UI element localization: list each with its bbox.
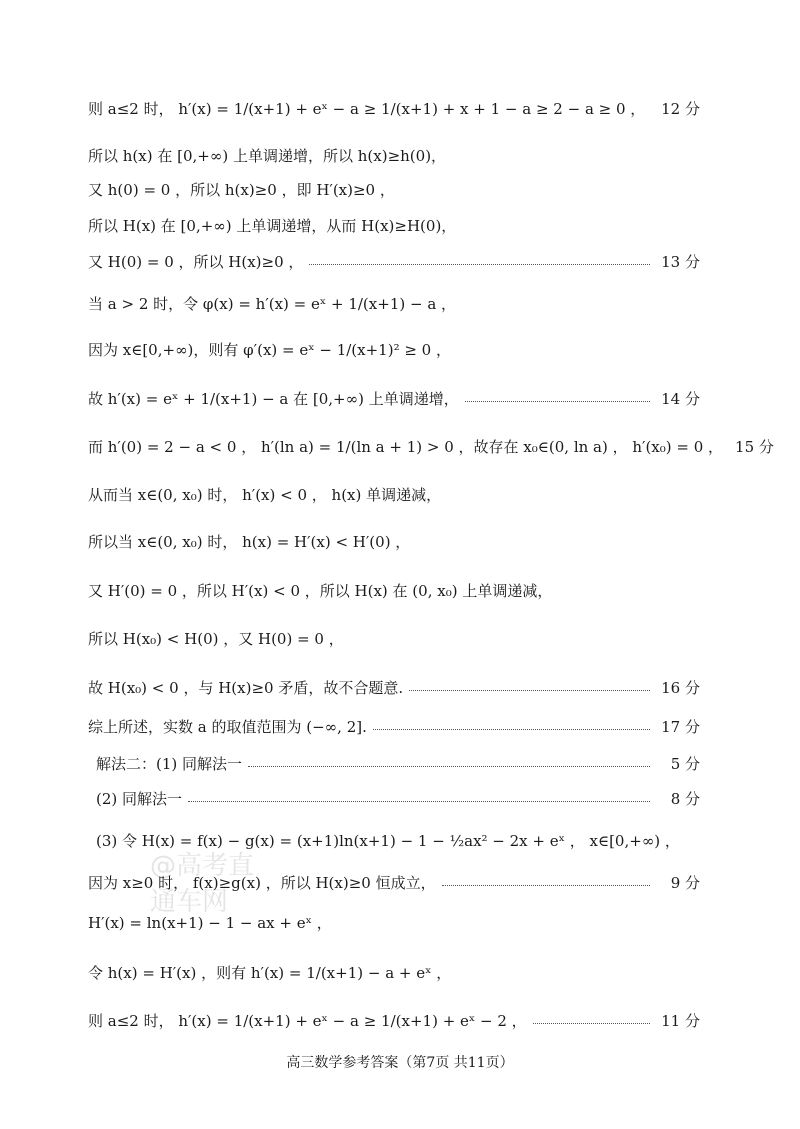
score-label: 12 分	[661, 100, 700, 118]
dot-leader	[248, 766, 650, 767]
line-text: 又 H′(0) = 0 ，所以 H′(x) < 0 ，所以 H(x) 在 (0, x₀) 上单调递减，	[88, 582, 553, 600]
solution-line-15	[88, 716, 700, 737]
solution-line-17	[96, 788, 700, 809]
line-text: 令 h(x) = H′(x) ，则有 h′(x) = 1/(x+1) − a + eˣ ，	[88, 964, 452, 982]
solution-line-22	[88, 1010, 700, 1031]
line-text: 所以当 x∈(0, x₀) 时， h(x) = H′(x) < H′(0) ，	[88, 533, 411, 551]
line-text: 解法二：(1) 同解法一	[96, 755, 243, 773]
watermark-line-2: 通车网	[150, 887, 229, 917]
line-text: 从而当 x∈(0, x₀) 时， h′(x) < 0 ， h(x) 单调递减，	[88, 486, 442, 504]
line-text: 当 a > 2 时，令 φ(x) = h′(x) = eˣ + 1/(x+1) − a ，	[88, 295, 457, 313]
line-text: 故 h′(x) = eˣ + 1/(x+1) − a 在 [0,+∞) 上单调递增，	[88, 390, 459, 408]
line-text: 故 H(x₀) < 0 ，与 H(x)≥0 矛盾，故不合题意.	[88, 679, 404, 697]
line-text: 因为 x∈[0,+∞)，则有 φ′(x) = eˣ − 1/(x+1)² ≥ 0 ，	[88, 341, 451, 359]
score-label: 13 分	[661, 253, 700, 271]
score-label: 15 分	[735, 438, 774, 456]
solution-line-14	[88, 677, 700, 698]
score-label: 14 分	[661, 390, 700, 408]
dot-leader	[188, 801, 650, 802]
solution-line-2	[88, 145, 700, 166]
line-text: 所以 H(x₀) < H(0) ，又 H(0) = 0 ，	[88, 630, 344, 648]
solution-line-10	[88, 484, 700, 505]
solution-line-16	[96, 753, 700, 774]
line-text: 则 a≤2 时， h′(x) = 1/(x+1) + eˣ − a ≥ 1/(x+1) + x + 1 − a ≥ 2 − a ≥ 0 ，	[88, 100, 646, 118]
solution-line-19	[88, 872, 700, 893]
page-footer: 高三数学参考答案（第7页 共11页）	[286, 1055, 514, 1071]
score-label: 11 分	[661, 1012, 700, 1030]
dot-leader	[309, 264, 650, 265]
solution-line-13	[88, 628, 700, 649]
solution-line-21	[88, 962, 700, 983]
solution-line-1	[88, 98, 700, 119]
watermark-line-1: @高考直	[150, 851, 255, 881]
solution-line-12	[88, 580, 700, 601]
line-text: (3) 令 H(x) = f(x) − g(x) = (x+1)ln(x+1) − 1 − ½ax² − 2x + eˣ ， x∈[0,+∞) ，	[96, 832, 680, 850]
dot-leader	[533, 1023, 650, 1024]
dot-leader	[409, 690, 650, 691]
score-label: 17 分	[661, 718, 700, 736]
score-label: 5 分	[670, 755, 700, 773]
line-text: 综上所述，实数 a 的取值范围为 (−∞, 2].	[88, 718, 367, 736]
solution-line-8	[88, 388, 700, 409]
solution-line-6	[88, 293, 700, 314]
solution-line-18	[96, 830, 700, 851]
line-text: 又 h(0) = 0 ，所以 h(x)≥0 ，即 H′(x)≥0 ，	[88, 181, 395, 199]
line-text: 而 h′(0) = 2 − a < 0 ， h′(ln a) = 1/(ln a + 1) > 0 ，故存在 x₀∈(0, ln a) ， h′(x₀) = 0 ，	[88, 438, 724, 456]
line-text: 所以 H(x) 在 [0,+∞) 上单调递增，从而 H(x)≥H(0)，	[88, 217, 457, 235]
score-label: 16 分	[661, 679, 700, 697]
dot-leader	[373, 729, 650, 730]
solution-line-5	[88, 251, 700, 272]
dot-leader	[442, 885, 650, 886]
line-text: 又 H(0) = 0 ，所以 H(x)≥0 ，	[88, 253, 304, 271]
line-text: 因为 x≥0 时， f(x)≥g(x) ，所以 H(x)≥0 恒成立，	[88, 874, 436, 892]
line-text: 则 a≤2 时， h′(x) = 1/(x+1) + eˣ − a ≥ 1/(x+1) + eˣ − 2 ，	[88, 1012, 527, 1030]
line-text: 所以 h(x) 在 [0,+∞) 上单调递增，所以 h(x)≥h(0)，	[88, 147, 447, 165]
solution-line-20	[88, 912, 700, 933]
score-label: 9 分	[670, 874, 700, 892]
solution-line-9	[88, 436, 774, 457]
line-text: (2) 同解法一	[96, 790, 183, 808]
line-text: H′(x) = ln(x+1) − 1 − ax + eˣ ，	[88, 914, 332, 932]
solution-line-3	[88, 179, 700, 200]
solution-line-7	[88, 339, 700, 360]
score-label: 8 分	[670, 790, 700, 808]
dot-leader	[465, 401, 650, 402]
solution-line-11	[88, 531, 700, 552]
solution-line-4	[88, 215, 700, 236]
